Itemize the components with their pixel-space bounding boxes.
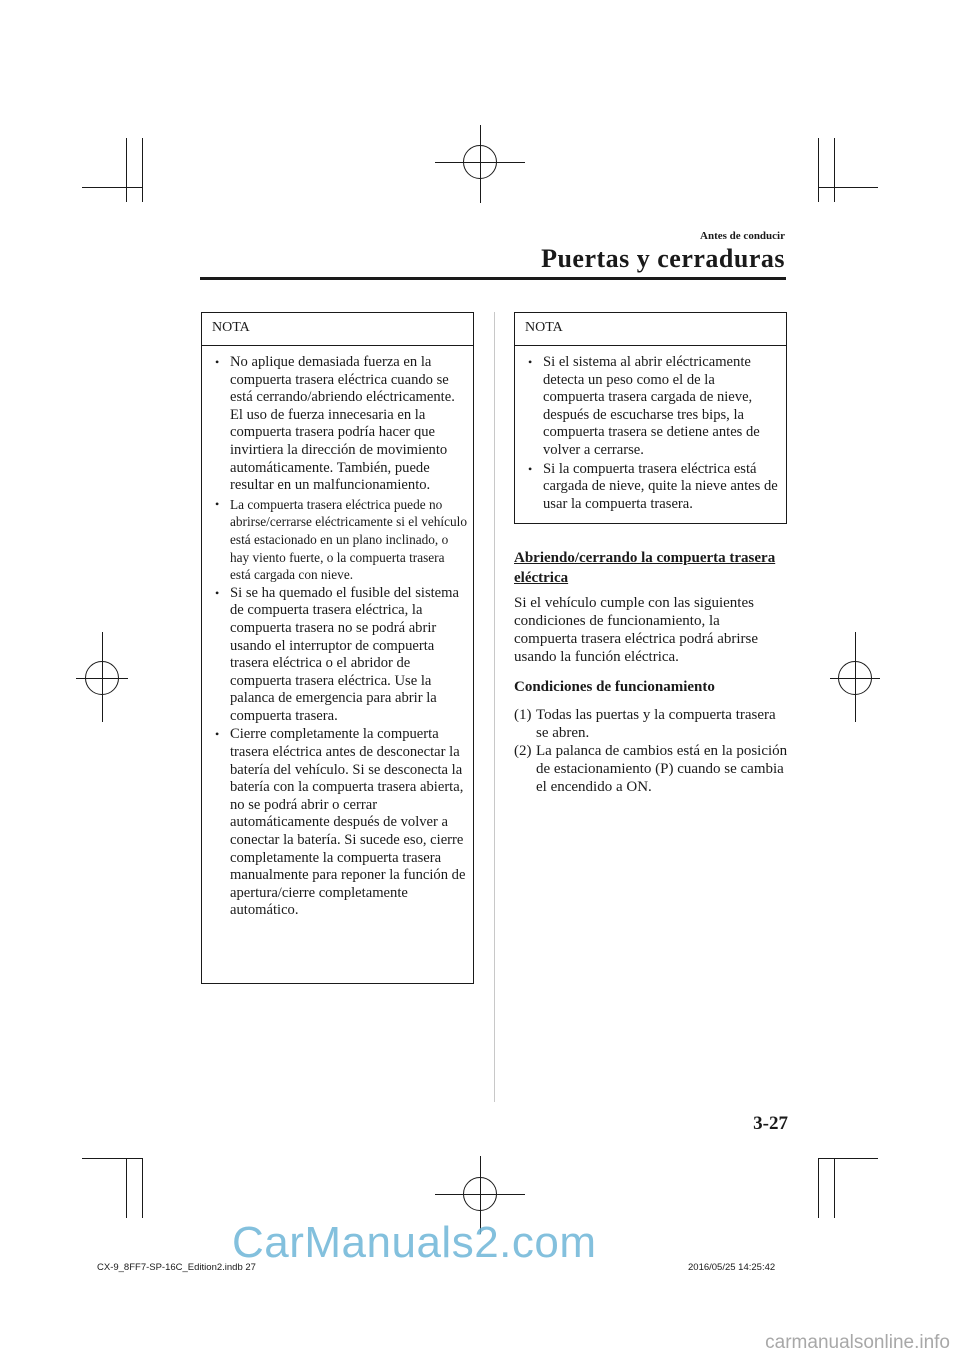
- watermark-logo: CarManuals2.com: [232, 1218, 597, 1267]
- nota-bullet: • La compuerta trasera eléctrica puede no abrirse/cerrarse eléctricamente si el vehículo está estacionado en un plano inclinado, o hay viento fuerte, o la compuerta trasera está cargada con nieve.: [215, 496, 467, 583]
- subheading: Condiciones de funcionamiento: [514, 679, 715, 695]
- nota-body: [515, 346, 786, 524]
- intro-paragraph: Si el vehículo cumple con las siguientes condiciones de funcionamiento, la compuerta trasera eléctrica podrá abrirse usando la función eléctrica.: [514, 595, 759, 665]
- bullet-icon: •: [528, 461, 533, 476]
- nota-bullet: • Si la compuerta trasera eléctrica está cargada de nieve, quite la nieve antes de usar la compuerta trasera.: [528, 460, 778, 512]
- nota-bullet: • Si se ha quemado el fusible del sistema de compuerta trasera eléctrica, la compuerta trasera no se podrá abrir usando el interruptor de compuerta trasera eléctrica o el abridor de compuerta trasera eléctrica. Use la palanca de emergencia para abrir la compuerta trasera.: [215, 584, 459, 724]
- list-item: (1) Todas las puertas y la compuerta trasera se abren.: [514, 707, 776, 741]
- bullet-icon: •: [215, 585, 220, 600]
- file-info: CX-9_8FF7-SP-16C_Edition2.indb 27: [97, 1262, 256, 1273]
- page-number: 3-27: [753, 1113, 788, 1134]
- left-nota-box: [201, 312, 474, 984]
- bullet-icon: •: [215, 727, 220, 742]
- site-watermark: carmanualsonline.info: [765, 1332, 950, 1353]
- bullet-icon: •: [215, 355, 220, 369]
- nota-title: NOTA: [515, 313, 786, 346]
- nota-bullet: • Cierre completamente la compuerta trasera eléctrica antes de desconectar la batería del vehículo. Si se desconecta la batería con la compuerta trasera abierta, no se podrá abrir o cerrar automáticamente después de volver a conectar la batería. Si sucede eso, cierre completamente la compuerta trasera manualmente para reponer la función de apertura/cierre completamente automático.: [215, 726, 466, 919]
- timestamp: 2016/05/25 14:25:42: [688, 1262, 776, 1273]
- section-label: Antes de conducir: [700, 230, 785, 242]
- section-heading: Abriendo/cerrando la compuerta trasera eléctrica: [514, 550, 776, 586]
- right-nota-box: [514, 312, 787, 524]
- nota-bullet: • No aplique demasiada fuerza en la compuerta trasera eléctrica cuando se está cerrando/abriendo eléctricamente. El uso de fuerza innecesaria en la compuerta trasera podría hacer que invirtiera la dirección de movimiento automáticamente. También, puede resultar en un malfuncionamiento.: [215, 354, 455, 494]
- bullet-icon: •: [528, 355, 533, 369]
- nota-bullet: • Si el sistema al abrir eléctricamente detecta un peso como el de la compuerta trasera cargada de nieve, después de escucharse tres bips, la compuerta trasera se detiene antes de volver a cerrarse.: [528, 354, 760, 458]
- list-item: (2) La palanca de cambios está en la posición de estacionamiento (P) cuando se cambia el encendido a ON.: [514, 743, 788, 795]
- nota-body: [202, 346, 473, 931]
- nota-title: NOTA: [202, 313, 473, 346]
- conditions-list: [514, 706, 788, 796]
- header-rule: [200, 277, 786, 280]
- column-divider: [494, 312, 495, 1102]
- bullet-icon: •: [215, 496, 220, 511]
- section-title: Puertas y cerraduras: [541, 244, 785, 273]
